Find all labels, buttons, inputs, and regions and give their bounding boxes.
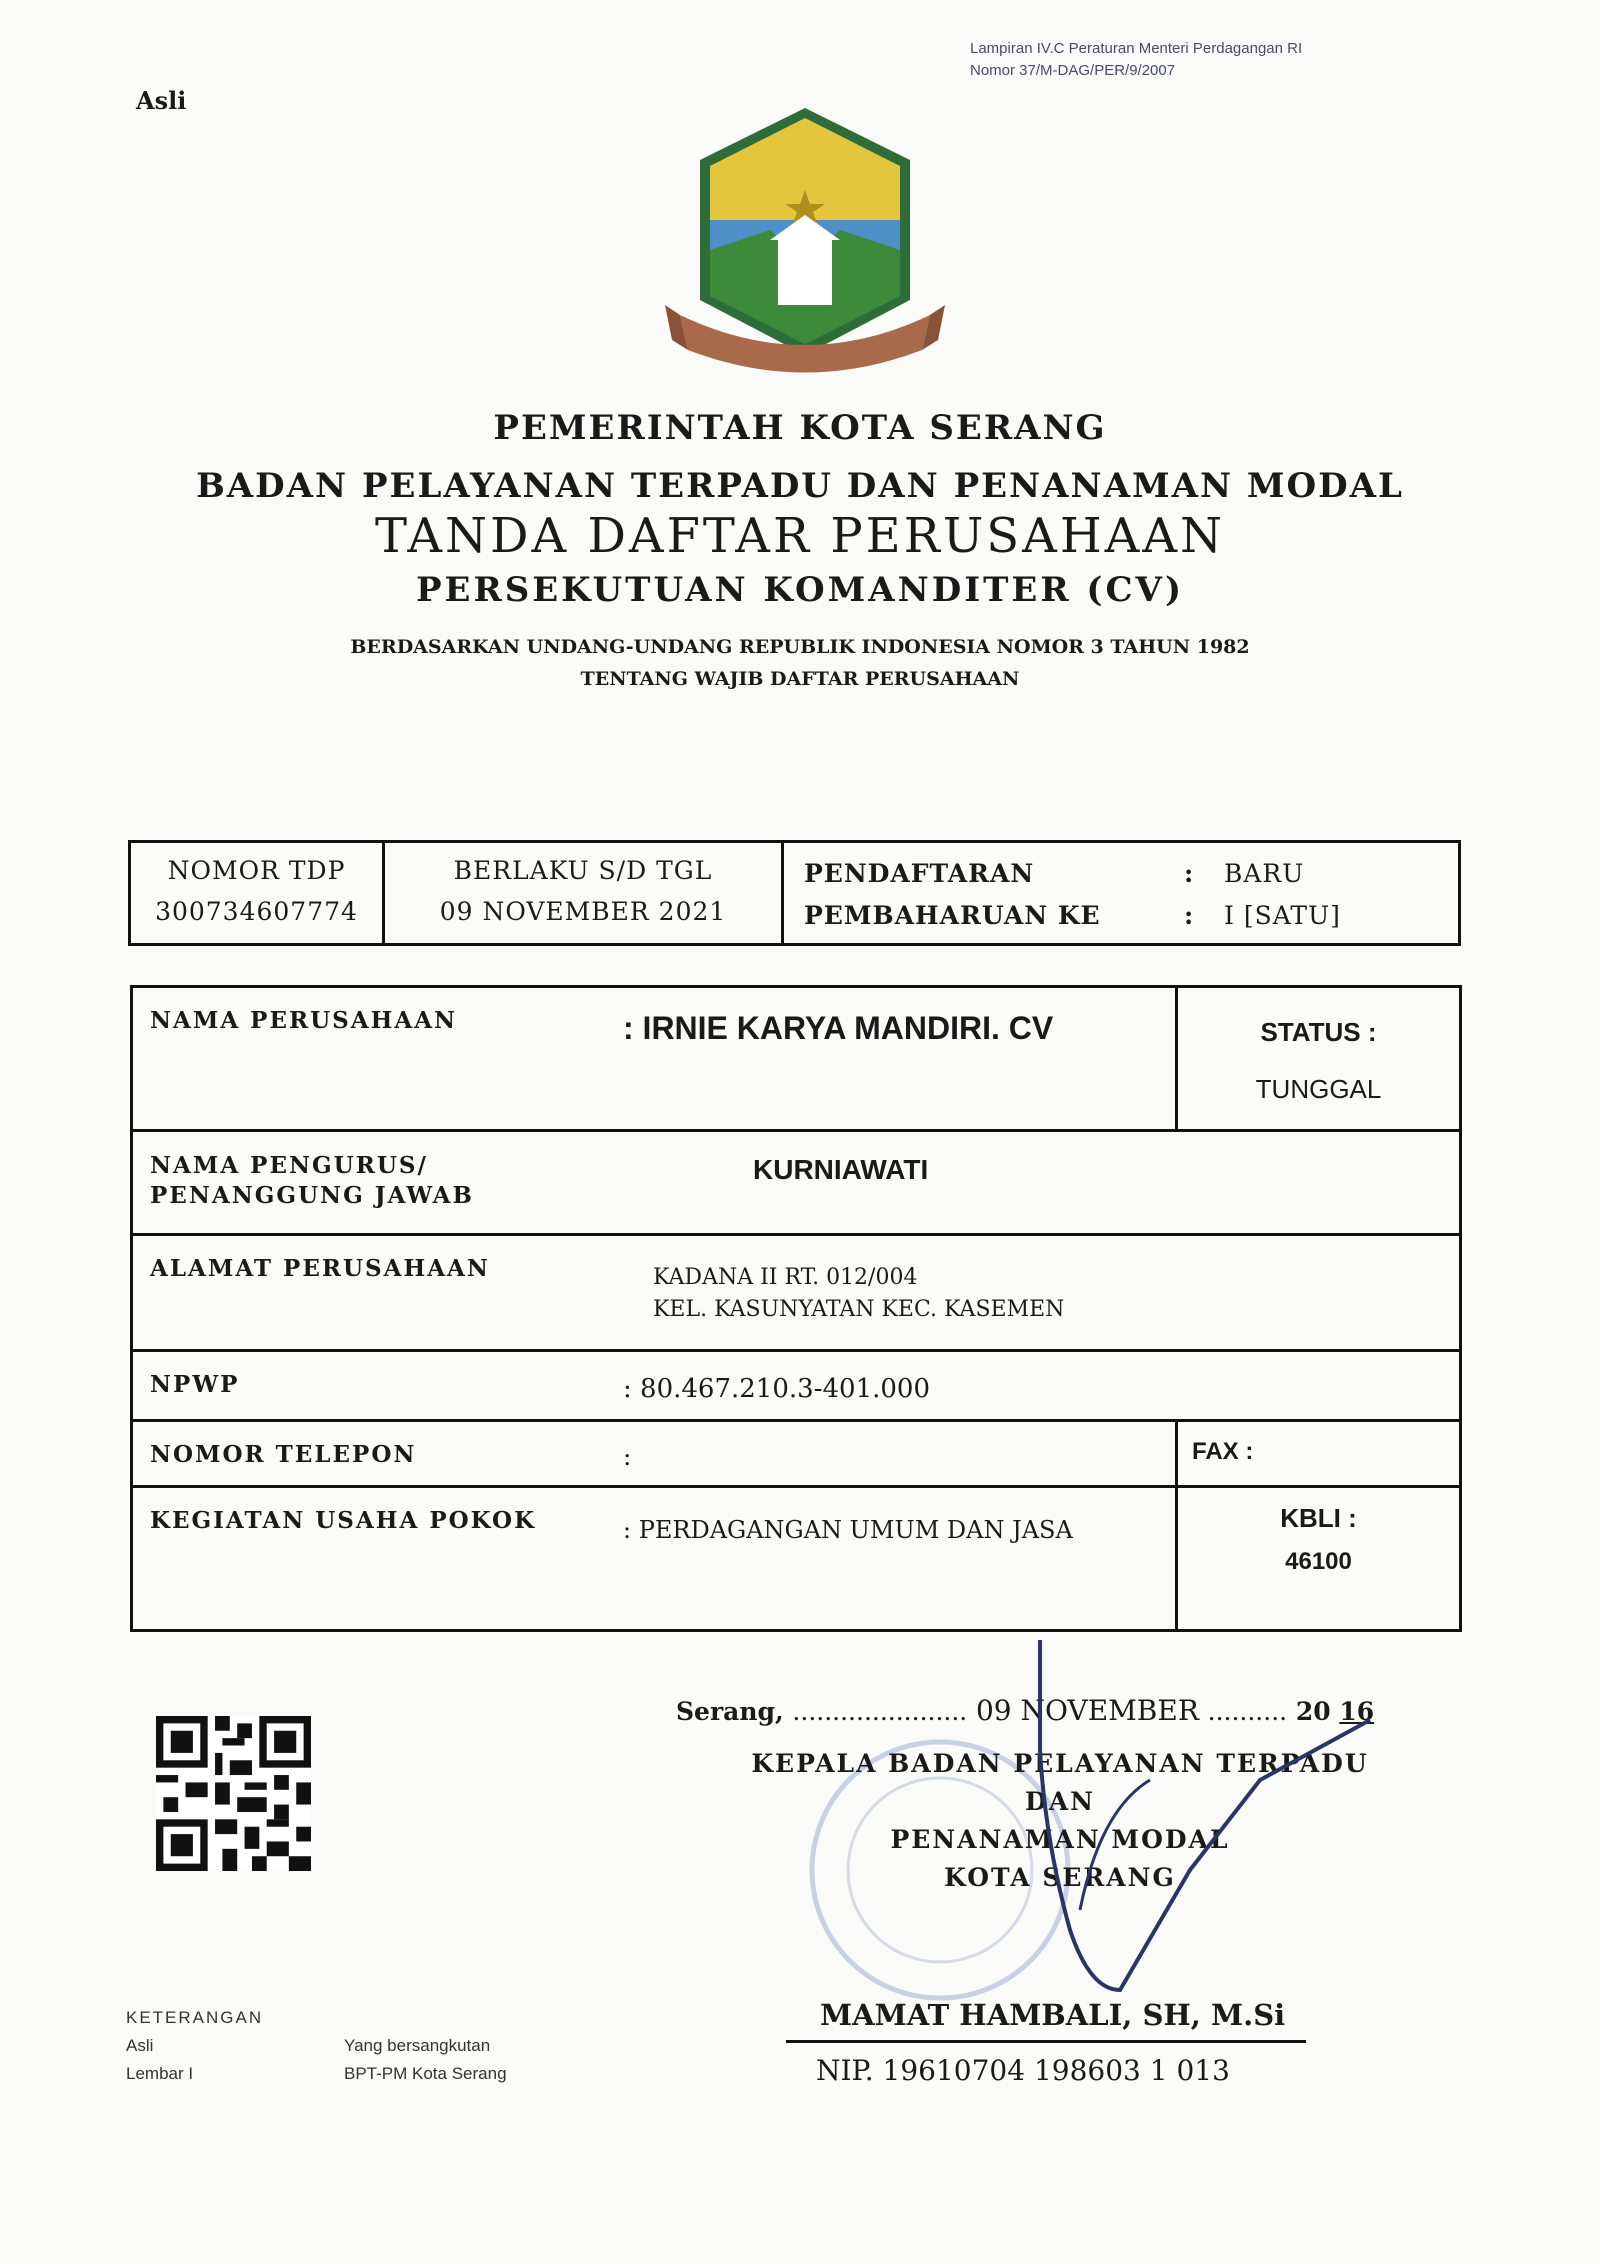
status-value: TUNGGAL [1255, 1074, 1382, 1104]
registration-value: BARU [1224, 859, 1305, 888]
date-dots: ...................... [792, 1697, 968, 1726]
agency-name: BADAN PELAYANAN TERPADU DAN PENANAMAN MODAL [196, 466, 1404, 506]
address-value [653, 1262, 1064, 1326]
company-name-label: NAMA PERUSAHAAN [150, 1007, 458, 1034]
signatory-title-line-3: KOTA SERANG [944, 1863, 1176, 1892]
government-name: PEMERINTAH KOTA SERANG [493, 408, 1107, 448]
notes-row-2-right: BPT-PM Kota Serang [344, 2064, 507, 2083]
manager-cell [132, 1131, 1461, 1235]
npwp-value: : 80.467.210.3-401.000 [623, 1374, 930, 1404]
npwp-label: NPWP [150, 1371, 240, 1398]
regulation-reference [970, 38, 1302, 82]
tdp-number-cell [130, 842, 384, 945]
document-title: TANDA DAFTAR PERUSAHAAN [374, 508, 1226, 564]
phone-label: NOMOR TELEPON [150, 1441, 417, 1468]
city-emblem-logo [660, 100, 950, 380]
address-line-2: KEL. KASUNYATAN KEC. KASEMEN [653, 1297, 1065, 1322]
handwritten-signature [1010, 1630, 1390, 2030]
legal-basis-line-2: TENTANG WAJIB DAFTAR PERUSAHAAN [580, 668, 1020, 690]
registration-cell [783, 842, 1460, 945]
status-label: STATUS : [1260, 1017, 1377, 1047]
notes-row-2-left: Lembar I [126, 2064, 194, 2083]
renewal-row [804, 901, 1458, 943]
manager-label-line-1: NAMA PENGURUS/ [150, 1152, 428, 1179]
address-line-1: KADANA II RT. 012/004 [653, 1265, 918, 1290]
colon: : [1184, 859, 1195, 888]
regulation-line-2: Nomor 37/M-DAG/PER/9/2007 [970, 62, 1176, 79]
date-dots: .......... [1207, 1697, 1288, 1726]
validity-cell [384, 842, 783, 945]
validity-value: 09 NOVEMBER 2021 [439, 897, 727, 926]
address-label: ALAMAT PERUSAHAAN [150, 1255, 490, 1282]
kbli-label: KBLI : [1280, 1503, 1357, 1533]
renewal-label: PEMBAHARUAN KE [804, 901, 1101, 930]
company-type: PERSEKUTUAN KOMANDITER (CV) [415, 570, 1185, 610]
notes-title: KETERANGAN [126, 2008, 264, 2027]
official-name: MAMAT HAMBALI, SH, M.Si [820, 1998, 1286, 2032]
signing-date: 09 NOVEMBER [975, 1694, 1199, 1727]
signatory-title-line-1: KEPALA BADAN PELAYANAN TERPADU DAN [751, 1749, 1369, 1816]
phone-value: : [623, 1442, 632, 1471]
status-cell [1177, 987, 1461, 1131]
original-copy-label: Asli [136, 86, 187, 115]
address-cell [132, 1235, 1461, 1351]
notes-row-1-left: Asli [126, 2036, 154, 2055]
registration-row [804, 859, 1458, 901]
notes-row-1-right: Yang bersangkutan [344, 2036, 491, 2055]
company-name-cell [132, 987, 1177, 1131]
company-name-value: : IRNIE KARYA MANDIRI. CV [623, 1010, 1054, 1046]
fax-cell [1177, 1421, 1461, 1487]
registration-label: PENDAFTARAN [804, 859, 1035, 888]
business-activity-cell [132, 1487, 1177, 1631]
signature-underline [786, 2040, 1306, 2043]
signing-year-suffix: 16 [1339, 1697, 1375, 1726]
company-details-table [130, 985, 1462, 1632]
tdp-number-value: 300734607774 [155, 897, 358, 926]
kbli-cell [1177, 1487, 1461, 1631]
business-activity-value: : PERDAGANGAN UMUM DAN JASA [623, 1516, 1073, 1544]
signing-place: Serang, [676, 1697, 784, 1726]
fax-label: FAX : [1192, 1438, 1254, 1465]
regulation-line-1: Lampiran IV.C Peraturan Menteri Perdagangan RI [970, 40, 1303, 57]
qr-code [156, 1716, 311, 1871]
signatory-title-line-2: PENANAMAN MODAL [890, 1825, 1230, 1854]
phone-cell [132, 1421, 1177, 1487]
notes-section [126, 2004, 263, 2088]
validity-label: BERLAKU S/D TGL [453, 856, 713, 885]
legal-basis-line-1: BERDASARKAN UNDANG-UNDANG REPUBLIK INDONESIA NOMOR 3 TAHUN 1982 [350, 636, 1250, 658]
business-activity-label: KEGIATAN USAHA POKOK [150, 1507, 537, 1534]
manager-label-line-2: PENANGGUNG JAWAB [150, 1182, 474, 1209]
npwp-cell [132, 1351, 1461, 1421]
official-nip: NIP. 19610704 198603 1 013 [816, 2054, 1230, 2087]
renewal-value: I [SATU] [1224, 901, 1341, 930]
tdp-number-label: NOMOR TDP [167, 856, 346, 885]
signing-year-prefix: 20 [1295, 1697, 1331, 1726]
kbli-value: 46100 [1285, 1548, 1352, 1575]
notes-recipients [344, 2032, 507, 2088]
colon: : [1184, 901, 1195, 930]
manager-name-value: KURNIAWATI [753, 1154, 929, 1185]
registration-summary-table [128, 840, 1461, 946]
